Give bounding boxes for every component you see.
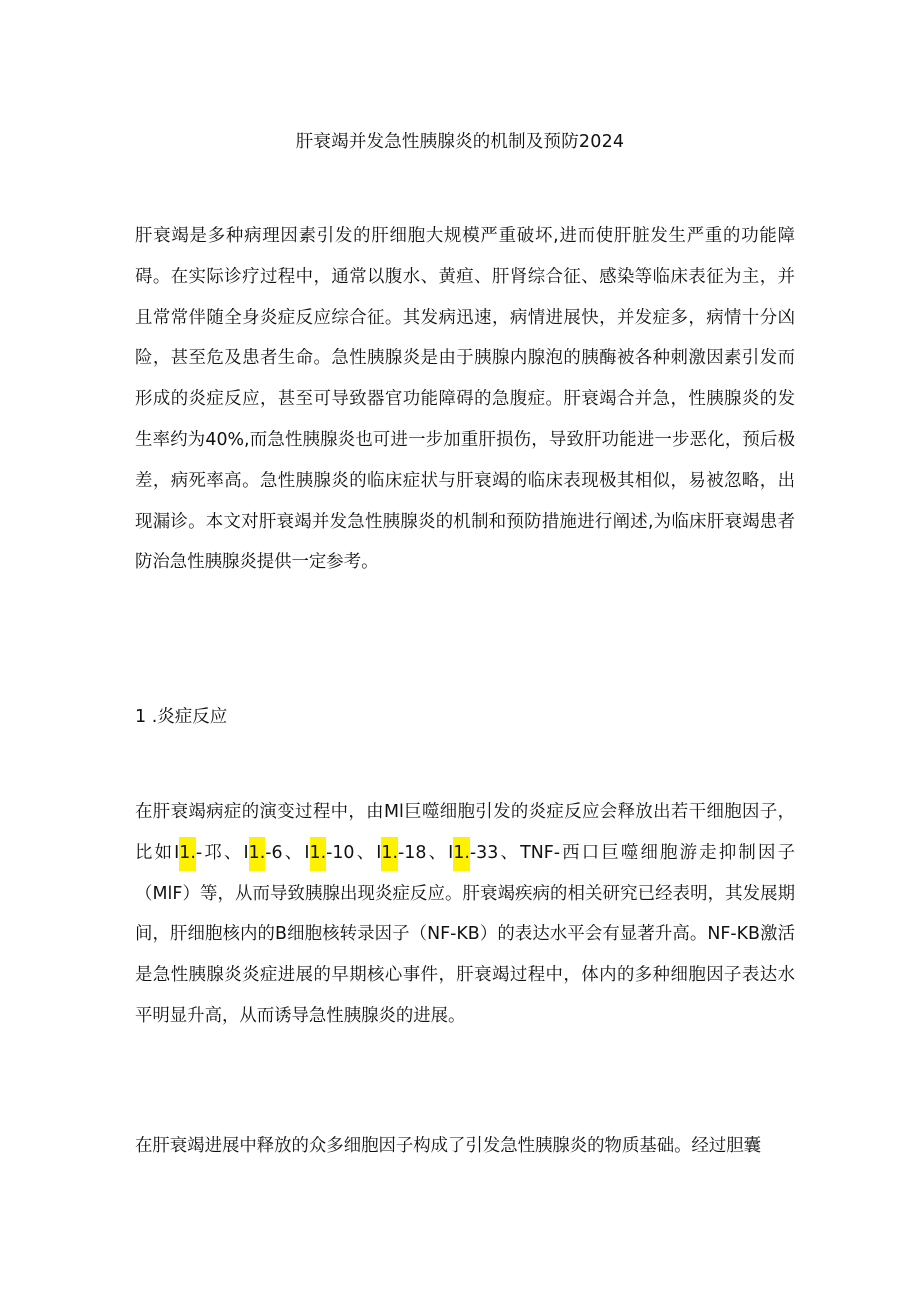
paragraph-text: -邛、I — [195, 842, 249, 863]
highlighted-text: 1. — [179, 837, 196, 871]
section1-paragraph-1 — [135, 792, 795, 1037]
highlighted-text: 1. — [310, 837, 327, 871]
highlighted-text: 1. — [453, 837, 470, 871]
highlighted-text: 1. — [249, 837, 266, 871]
paragraph-text: -18、I — [398, 842, 454, 863]
document-title: 肝衰竭并发急性胰腺炎的机制及预防2024 — [295, 132, 625, 152]
section-heading: 1 .炎症反应 — [135, 707, 228, 727]
paragraph-text: -6、I — [265, 842, 310, 863]
intro-paragraph: 肝衰竭是多种病理因素引发的肝细胞大规模严重破坏,进而使肝脏发生严重的功能障碍。在实际诊疗过程中，通常以腹水、黄疸、肝肾综合征、感染等临床表征为主，并且常常伴随全身炎症反应综合征。其发病迅速，病情进展快，并发症多，病情十分凶险，甚至危及患者生命。急性胰腺炎是由于胰腺内腺泡的胰酶被各种刺激因素引发而形成的炎症反应，甚至可导致器官功能障碍的急腹症。肝衰竭合并急，性胰腺炎的发生率约为40%,而急性胰腺炎也可进一步加重肝损伤，导致肝功能进一步恶化，预后极差，病死率高。急性胰腺炎的临床症状与肝衰竭的临床表现极其相似，易被忽略，出现漏诊。本文对肝衰竭并发急性胰腺炎的机制和预防措施进行阐述,为临床肝衰竭患者防治急性胰腺炎提供一定参考。 — [135, 226, 795, 573]
paragraph-text: -33、TNF-西口巨噬细胞游走抑制因子（MlF）等，从而导致胰腺出现炎症反应。肝衰竭疾病的相关研究已经表明，其发展期间，肝细胞核内的B细胞核转录因子（NF-KB）的表达水平会有显著升高。NF-KB激活是急性胰腺炎炎症进展的早期核心事件，肝衰竭过程中，体内的多种细胞因子表达水平明显升高，从而诱导急性胰腺炎的进展。 — [135, 842, 795, 1026]
paragraph-text: -10、I — [326, 842, 382, 863]
highlighted-text: 1. — [381, 837, 398, 871]
section1-paragraph-2: 在肝衰竭进展中释放的众多细胞因子构成了引发急性胰腺炎的物质基础。经过胆囊 — [135, 1136, 762, 1156]
paragraph-text: 在肝衰竭病症的演变过程中，由Ml巨噬细胞引发的炎症反应会释放出若干细胞因子，比如I — [135, 802, 795, 863]
